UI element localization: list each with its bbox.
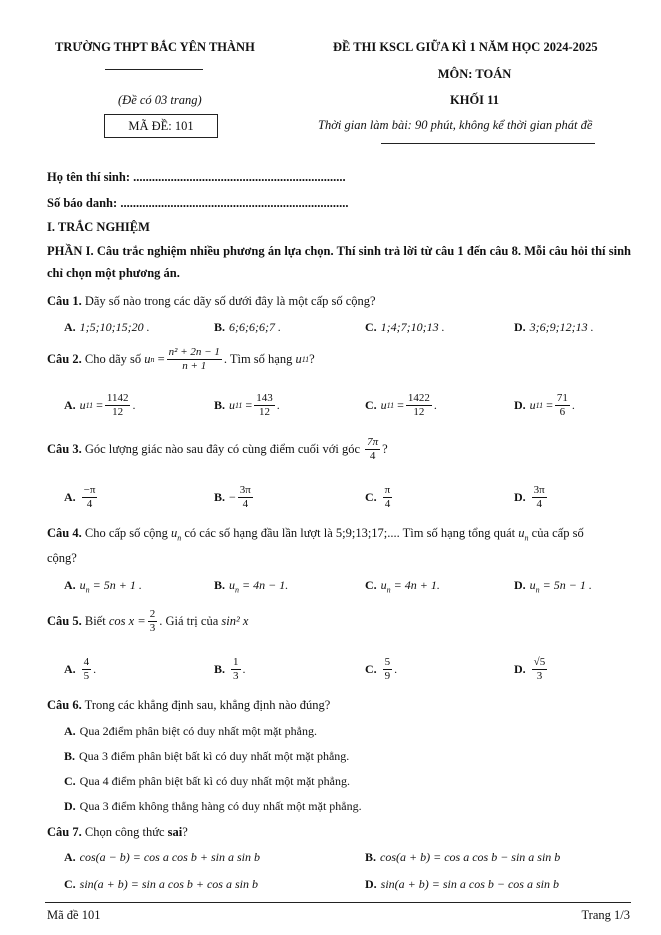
option-letter: B.	[64, 749, 76, 763]
math-un: u	[144, 351, 151, 366]
student-name-dots: ....................................................................	[133, 170, 346, 184]
q6-option-a[interactable]	[64, 724, 317, 739]
fraction-numerator: 1142	[106, 392, 129, 404]
option-letter: B.	[214, 397, 226, 412]
question-text: Chọn công thức	[84, 825, 165, 839]
pages-note: (Đề có 03 trang)	[118, 93, 202, 107]
fraction-denominator: 4	[369, 449, 376, 462]
q6-option-d[interactable]	[64, 799, 362, 814]
option-letter: D.	[365, 877, 377, 891]
question-4: Câu 4. Cho cấp số cộng $u_n$ có các số hạng đầu lần lượt là 5;9;13;17;.... Tìm số hạng tổng quát $u_n$ của cấp số	[47, 526, 584, 543]
option-letter: B.	[365, 850, 377, 864]
math-eq: =	[157, 351, 165, 366]
q6-option-b[interactable]	[64, 749, 349, 764]
option-text: = 5n − 1 .	[542, 578, 592, 592]
fraction-denominator: 12	[112, 405, 124, 418]
q2-option-b[interactable]: B. u 11 = $\frac{143}{12}$ .	[214, 392, 280, 418]
option-text: Qua 3 điểm không thẳng hàng có duy nhất một mặt phẳng.	[79, 799, 362, 813]
school-name: TRƯỜNG THPT BẮC YÊN THÀNH	[55, 40, 255, 54]
section-title: I. TRẮC NGHIỆM	[47, 220, 150, 234]
fraction-numerator: −π	[83, 484, 96, 496]
question-5	[47, 608, 248, 634]
question-1	[47, 294, 376, 309]
question-label: Câu 7.	[47, 825, 82, 839]
fraction-denominator: 4	[384, 497, 391, 510]
fraction-numerator: 5	[384, 656, 391, 668]
question-3	[47, 436, 388, 462]
q5-option-a[interactable]: A. $\frac{4}{5}$ .	[64, 656, 97, 682]
option-letter: B.	[214, 661, 226, 676]
q1-option-a[interactable]	[64, 320, 150, 335]
part1-instructions: PHẦN I. Câu trắc nghiệm nhiều phương án lựa chọn. Thí sinh trả lời từ câu 1 đến câu 8. Mỗi câu hỏi thí sinh chỉ chọn một phương án.	[47, 244, 631, 280]
math-cos: cos x =	[108, 613, 146, 628]
exam-code: MÃ ĐỀ: 101	[128, 118, 194, 133]
exam-title: ĐỀ THI KSCL GIỮA KÌ 1 NĂM HỌC 2024-2025	[333, 40, 598, 54]
footer-exam-code: Mã đề 101	[47, 908, 101, 922]
math-expr: sin² x	[221, 613, 249, 628]
q7-option-b[interactable]	[365, 850, 560, 865]
option-letter: A.	[64, 578, 76, 592]
question-text: . Giá trị của	[159, 613, 219, 628]
fraction-numerator: 1	[233, 656, 239, 668]
option-letter: D.	[514, 661, 526, 676]
option-letter: C.	[365, 661, 377, 676]
option-text: = 5n + 1 .	[92, 578, 142, 592]
exam-code-box	[104, 114, 218, 138]
option-letter: C.	[365, 320, 377, 334]
q3-option-a[interactable]	[64, 484, 99, 510]
question-label: Câu 3.	[47, 441, 82, 456]
option-letter: A.	[64, 724, 76, 738]
option-text: Qua 2điểm phân biệt có duy nhất một mặt phẳng.	[79, 724, 317, 738]
option-letter: D.	[514, 397, 526, 412]
q4-option-a[interactable]: A. $u_n = 5n + 1$ .	[64, 578, 142, 595]
footer-divider	[45, 902, 631, 903]
q2-option-c[interactable]: C. u 11 = $\frac{1422}{12}$ .	[365, 392, 437, 418]
option-letter: A.	[64, 850, 76, 864]
fraction-numerator: √5	[533, 656, 546, 668]
q1-option-d[interactable]	[514, 320, 594, 335]
question-6	[47, 698, 330, 713]
option-text: cos(a − b) = cos a cos b + sin a sin b	[79, 850, 260, 864]
fraction-numerator: 2	[149, 608, 156, 620]
option-text: 1;4;7;10;13 .	[380, 320, 445, 334]
q5-option-d[interactable]	[514, 656, 549, 682]
question-7	[47, 825, 188, 840]
option-letter: B.	[214, 578, 226, 592]
option-letter: C.	[365, 397, 377, 412]
option-letter: C.	[365, 578, 377, 592]
option-letter: B.	[214, 489, 226, 504]
fraction-denominator: 4	[242, 497, 249, 510]
fraction-denominator: 12	[413, 405, 425, 418]
option-text: = 4n + 1.	[393, 578, 440, 592]
fraction-numerator: n² + 2n − 1	[168, 346, 220, 358]
fraction-numerator: 1422	[407, 392, 430, 404]
q3-option-b[interactable]	[214, 484, 255, 510]
option-letter: D.	[514, 489, 526, 504]
q3-option-c[interactable]	[365, 484, 394, 510]
student-id-label: Số báo danh:	[47, 196, 118, 210]
fraction-denominator: 3	[536, 669, 543, 682]
option-letter: D.	[514, 578, 526, 592]
option-letter: B.	[214, 320, 226, 334]
fraction-numerator: 3π	[239, 484, 251, 496]
footer-page-number: Trang 1/3	[581, 908, 630, 922]
q7-option-c[interactable]	[64, 877, 258, 892]
option-letter: D.	[514, 320, 526, 334]
question-2	[47, 346, 315, 372]
q4-option-c[interactable]: C. $u_n = 4n + 1$.	[365, 578, 440, 595]
q2-option-d[interactable]: D. u 11 = $\frac{71}{6}$ .	[514, 392, 575, 418]
question-text: Trong các khẳng định sau, khẳng định nào đúng?	[84, 698, 331, 712]
question-mark: ?	[309, 351, 315, 366]
fraction-numerator: 7π	[367, 436, 379, 448]
question-text: Dãy số nào trong các dãy số dưới đây là một cấp số cộng?	[84, 294, 376, 308]
question-text: Góc lượng giác nào sau đây có cùng điểm cuối với góc	[84, 441, 360, 456]
minus-sign: −	[229, 489, 236, 504]
option-text: Qua 4 điểm phân biệt bất kì có duy nhất một mặt phẳng.	[79, 774, 350, 788]
math-sub: 11	[301, 354, 310, 364]
student-id-dots: .........................................................................	[120, 196, 349, 210]
student-id-line	[47, 196, 348, 211]
fraction-numerator: 71	[556, 392, 568, 404]
question-4-cont: cộng?	[47, 551, 77, 565]
fraction-denominator: 6	[559, 405, 566, 418]
student-name-label: Họ tên thí sinh:	[47, 170, 131, 184]
fraction-denominator: 5	[83, 669, 90, 682]
fraction-numerator: 143	[256, 392, 273, 404]
subject: MÔN: TOÁN	[437, 67, 512, 81]
q1-option-c[interactable]	[365, 320, 445, 335]
math-sub: n	[150, 354, 155, 364]
time-underline	[381, 143, 595, 144]
option-text: 6;6;6;6;7 .	[229, 320, 281, 334]
fraction-numerator: π	[384, 484, 391, 496]
option-text: sin(a + b) = sin a cos b + cos a sin b	[79, 877, 258, 891]
option-letter: A.	[64, 397, 76, 412]
question-text: Cho dãy số	[84, 351, 142, 366]
question-text: Biết	[84, 613, 106, 628]
question-label: Câu 2.	[47, 351, 82, 366]
q7-option-a[interactable]	[64, 850, 260, 865]
option-text: cos(a + b) = cos a cos b − sin a sin b	[380, 850, 561, 864]
option-text: 1;5;10;15;20 .	[79, 320, 150, 334]
student-name-line	[47, 170, 346, 185]
fraction-denominator: 3	[149, 621, 156, 634]
option-text: sin(a + b) = sin a cos b − cos a sin b	[380, 877, 559, 891]
option-letter: A.	[64, 489, 76, 504]
option-text: = 4n − 1.	[242, 578, 289, 592]
fraction-numerator: 3π	[533, 484, 545, 496]
option-letter: A.	[64, 661, 76, 676]
fraction-denominator: 3	[233, 669, 239, 682]
q1-option-b[interactable]	[214, 320, 281, 335]
q3-option-d[interactable]	[514, 484, 549, 510]
fraction-denominator: 4	[536, 497, 542, 510]
question-label: Câu 6.	[47, 698, 82, 712]
question-text: . Tìm số hạng	[223, 351, 293, 366]
option-letter: C.	[64, 877, 76, 891]
q7-option-d[interactable]	[365, 877, 559, 892]
question-mark: ?	[382, 441, 388, 456]
fraction-denominator: 12	[258, 405, 270, 418]
q6-option-c[interactable]	[64, 774, 350, 789]
q5-option-b[interactable]: B. $\frac{1}{3}$ .	[214, 656, 246, 682]
option-letter: C.	[64, 774, 76, 788]
question-text: có các số hạng đầu lần lượt là 5;9;13;17;.... Tìm số hạng tổng quát	[184, 526, 516, 540]
fraction-denominator: 4	[86, 497, 93, 510]
grade: KHỐI 11	[450, 93, 499, 107]
option-letter: D.	[64, 799, 76, 813]
q4-option-b[interactable]: B. $u_n = 4n - 1$.	[214, 578, 289, 595]
question-label: Câu 5.	[47, 613, 82, 628]
question-emphasis: sai	[167, 825, 183, 839]
option-letter: C.	[365, 489, 377, 504]
fraction-denominator: 9	[384, 669, 391, 682]
question-label: Câu 4.	[47, 526, 82, 540]
math-term: u	[295, 351, 302, 366]
question-mark: ?	[182, 825, 188, 839]
time-note: Thời gian làm bài: 90 phút, không kể thời gian phát đề	[318, 118, 593, 132]
q4-option-d[interactable]: D. $u_n = 5n - 1$ .	[514, 578, 592, 595]
fraction-denominator: n + 1	[182, 359, 207, 372]
option-text: Qua 3 điểm phân biệt bất kì có duy nhất một mặt phẳng.	[79, 749, 350, 763]
option-letter: A.	[64, 320, 76, 334]
fraction-numerator: 4	[83, 656, 90, 668]
question-text: Cho cấp số cộng	[84, 526, 168, 540]
question-text: của cấp số	[531, 526, 584, 540]
q5-option-c[interactable]: C. $\frac{5}{9}$ .	[365, 656, 398, 682]
school-underline	[105, 69, 203, 70]
option-text: 3;6;9;12;13 .	[529, 320, 594, 334]
q2-option-a[interactable]: A. u 11 = $\frac{1142}{12}$ .	[64, 392, 136, 418]
question-label: Câu 1.	[47, 294, 82, 308]
